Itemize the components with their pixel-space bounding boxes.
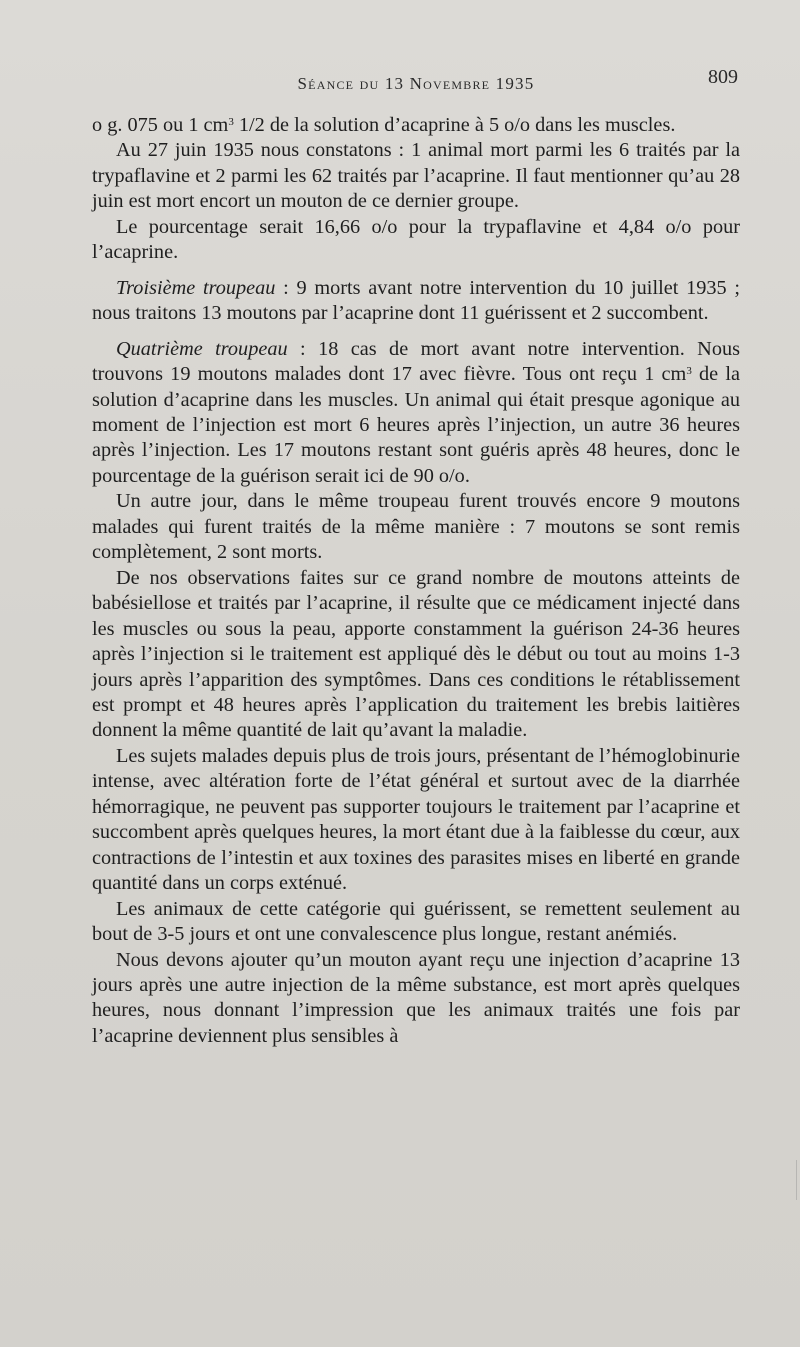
paragraph-troisieme-troupeau	[92, 276, 740, 327]
superscript: 3	[686, 365, 692, 378]
scan-edge-mark	[796, 1160, 797, 1200]
paragraph: De nos observations faites sur ce grand nombre de moutons atteints de babésiellose et traités par l’acaprine, il résulte que ce médicament injecté dans les muscles ou sous la peau, apporte constamment la guérison 24-36 heures après l’injection si le traitement est appliqué dès le début ou tout au moins 1-3 jours après l’apparition des symptômes. Dans ces conditions le rétablissement est prompt et 48 heures après l’application du traitement les brebis laitières donnent la même quantité de lait qu’avant la maladie.	[92, 566, 740, 742]
paragraph: Le pourcentage serait 16,66 o/o pour la trypaflavine et 4,84 o/o pour l’acaprine.	[92, 215, 740, 264]
paragraph: Un autre jour, dans le même troupeau furent trouvés encore 9 moutons malades qui furent traités de la même manière : 7 moutons se sont remis complètement, 2 sont morts.	[92, 490, 740, 564]
paragraph: Nous devons ajouter qu’un mouton ayant reçu une injection d’acaprine 13 jours après une autre injection de la même substance, est mort après quelques heures, nous donnant l’impression que les animaux traités une fois par l’acaprine deviennent plus sensibles à	[92, 948, 740, 1047]
paragraph: Les sujets malades depuis plus de trois jours, présentant de l’hémoglobinurie intense, avec altération forte de l’état général et surtout avec de la diarrhée hémorragique, ne peuvent pas supporter toujours le traitement par l’acaprine et succombent après quelques heures, la mort étant due à la faiblesse du cœur, aux contractions de l’intestin et aux toxines des parasites mises en liberté en grande quantité dans un corps exténué.	[92, 744, 740, 895]
body-text	[92, 113, 740, 1049]
text-fragment: 1/2 de la solution d’acaprine à 5 o/o dans les muscles.	[233, 114, 676, 136]
text-fragment: de la solution d’acaprine dans les muscles. Un animal qui était presque agonique au moment de l’injection est mort 6 heures après l’injection, un autre 36 heures après l’injection. Les 17 moutons restant sont guéris après 48 heures, donc le pourcentage de la guérison serait ici de 90 o/o.	[92, 363, 741, 487]
running-head: Séance du 13 Novembre 1935	[297, 74, 535, 93]
section-title: Troisième troupeau	[116, 276, 276, 299]
superscript: 3	[228, 116, 234, 128]
section-title: Quatrième troupeau	[116, 337, 288, 360]
page-header	[94, 66, 738, 100]
paragraph-continuation	[92, 113, 740, 138]
page-number: 809	[708, 66, 738, 88]
text-fragment: o g. 075 ou 1 cm	[92, 114, 229, 136]
text-fragment: : 18 cas de mort avant notre intervention. Nous trouvons 19 moutons malades dont 17 avec fièvre. Tous ont reçu 1 cm	[92, 337, 740, 386]
paragraph: Au 27 juin 1935 nous constatons : 1 animal mort parmi les 6 traités par la trypaflavine et 2 parmi les 62 traités par l’acaprine. Il faut mentionner qu’au 28 juin est mort encort un mouton de ce dernier groupe.	[92, 139, 740, 213]
paragraph-quatrieme-troupeau	[92, 337, 740, 490]
paragraph: Les animaux de cette catégorie qui guérissent, se remettent seulement au bout de 3-5 jours et ont une convalescence plus longue, restant anémiés.	[92, 897, 740, 946]
text-fragment: : 9 morts avant notre intervention du 10 juillet 1935 ; nous traitons 13 moutons par l’acaprine dont 11 guérissent et 2 succombent.	[92, 276, 740, 325]
